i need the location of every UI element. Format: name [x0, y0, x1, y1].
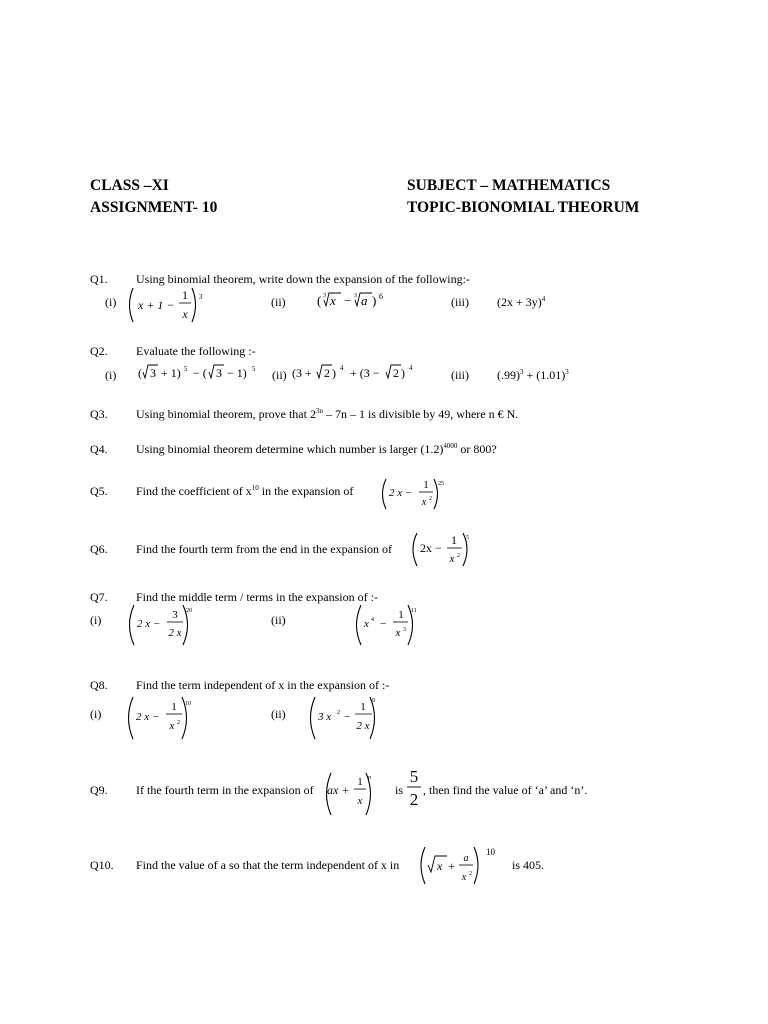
text-part: in the expansion of: [258, 484, 354, 498]
fraction-denominator: x: [169, 720, 175, 732]
q1-expr-2: [315, 288, 395, 312]
expr-lhs: 2 x −: [136, 711, 160, 723]
svg-text:− 1): − 1): [227, 366, 247, 380]
exponent: 3n: [315, 407, 323, 415]
q7-expr-1: [125, 603, 197, 651]
question-text: If the fourth term in the expansion of: [136, 783, 314, 797]
svg-text:3: 3: [150, 366, 156, 380]
question-number: Q10.: [90, 858, 114, 872]
exponent: 10: [185, 701, 191, 707]
q5-expr: [378, 476, 448, 516]
fraction-denominator: x: [395, 627, 401, 639]
minus-sign: −: [344, 711, 351, 723]
svg-text:3: 3: [323, 293, 326, 299]
question-number: Q3.: [90, 407, 108, 421]
exponent: 5: [252, 365, 256, 373]
expr-lhs: ax +: [327, 783, 350, 797]
minus-sign: −: [380, 618, 387, 630]
fraction-numerator: 1: [423, 479, 429, 491]
question-number: Q2.: [90, 344, 108, 358]
svg-text:): ): [372, 293, 377, 308]
text-part: Find the coefficient of x: [136, 484, 252, 498]
exponent: 5: [184, 365, 188, 373]
text-part: – 7n – 1 is divisible by 49, where n € N.: [322, 407, 519, 421]
exponent: 2: [337, 710, 340, 716]
fraction-numerator: 5: [409, 767, 419, 786]
question-text: Find the value of a so that the term independent of x in: [136, 858, 400, 872]
part-label: (ii): [271, 707, 286, 721]
exponent: 3: [520, 368, 524, 376]
question-text-end: , then find the value of ‘a’ and ‘n’.: [423, 783, 588, 797]
fraction-numerator: 3: [172, 609, 178, 621]
exponent: 20: [186, 608, 192, 614]
exponent: 2: [177, 720, 180, 726]
exponent: 2: [469, 871, 472, 877]
fraction-denominator: x: [449, 553, 455, 565]
question-text-end: is 405.: [512, 858, 545, 872]
expr-lhs: x + 1 −: [138, 298, 175, 312]
text-part: or 800?: [457, 442, 497, 456]
q8-expr-2: [306, 694, 382, 746]
svg-text:2: 2: [393, 366, 399, 380]
q2-expr-3: [497, 368, 569, 383]
exponent: 10: [486, 847, 495, 857]
q8-expr-1: [124, 694, 196, 746]
part-label: (i): [90, 707, 102, 721]
question-number: Q8.: [90, 678, 108, 692]
fraction-numerator: 1: [357, 776, 363, 788]
svg-text:−: −: [344, 293, 352, 308]
expr-lhs: 2x −: [420, 541, 442, 555]
svg-text:+ (3 −: + (3 −: [350, 366, 380, 380]
question-number: Q1.: [90, 272, 108, 286]
part-label: (ii): [271, 613, 286, 627]
question-number: Q5.: [90, 484, 108, 498]
fraction-numerator: 1: [398, 609, 404, 621]
question-number: Q6.: [90, 542, 108, 556]
exponent: 11: [411, 608, 417, 614]
fraction-numerator: 1: [171, 701, 177, 713]
q9-expr: [322, 770, 380, 820]
part-label: (i): [105, 295, 117, 309]
question-text: [136, 484, 353, 499]
question-number: Q9.: [90, 783, 108, 797]
class-label: CLASS –XI: [90, 177, 169, 194]
svg-text:): ): [332, 366, 336, 380]
svg-text:+ 1): + 1): [161, 366, 181, 380]
fraction-denominator: x: [182, 307, 188, 321]
svg-text:(: (: [138, 366, 142, 380]
fraction-denominator: x: [461, 872, 467, 883]
fraction-denominator: x: [357, 795, 363, 807]
question-text: Find the middle term / terms in the expansion of :-: [136, 590, 378, 604]
svg-text:2: 2: [324, 366, 330, 380]
expr-lhs: x: [364, 618, 369, 630]
part-label: (iii): [451, 368, 469, 382]
expr-term: (.99): [497, 368, 520, 382]
svg-text:3: 3: [216, 366, 222, 380]
fraction-denominator: 2: [409, 790, 419, 809]
fraction-denominator: 2 x: [356, 720, 370, 732]
expr-base: (2x + 3y): [497, 295, 542, 309]
exponent: n: [368, 775, 371, 781]
exponent: 4: [371, 617, 374, 623]
svg-text:x: x: [330, 293, 336, 308]
q1-expr-3: [497, 295, 545, 310]
topic-label: TOPIC-BIONOMIAL THEORUM: [407, 199, 640, 216]
expr-lhs: 2 x −: [137, 618, 161, 630]
exponent: 6: [379, 292, 383, 301]
exponent: 4000: [443, 442, 458, 450]
exponent: 4: [340, 364, 344, 372]
exponent: 4: [409, 364, 413, 372]
exponent: 4: [541, 295, 546, 303]
svg-text:− (: − (: [193, 366, 207, 380]
question-number: Q4.: [90, 442, 108, 456]
fraction-denominator: x: [421, 497, 427, 508]
fraction-numerator: a: [463, 853, 469, 864]
part-label: (ii): [272, 368, 287, 382]
part-label: (i): [90, 613, 102, 627]
question-text: Find the fourth term from the end in the expansion of: [136, 542, 392, 556]
exponent: 3: [199, 293, 203, 301]
exponent: 2: [429, 496, 432, 502]
exponent: 3: [403, 627, 406, 633]
text-part: Using binomial theorem determine which number is larger (1.2): [136, 442, 444, 456]
question-text: Using binomial theorem, write down the expansion of the following:-: [136, 272, 470, 286]
subject-label: SUBJECT – MATHEMATICS: [407, 177, 611, 194]
expr-lhs: 2 x −: [389, 487, 413, 499]
exponent: 9: [372, 698, 375, 704]
q6-expr: [408, 530, 478, 574]
question-text: Find the term independent of x in the expansion of :-: [136, 678, 390, 692]
radicand: x: [437, 859, 443, 873]
fraction-numerator: 1: [182, 288, 188, 302]
question-text: [136, 407, 518, 422]
is-text: is: [395, 783, 404, 797]
question-text: [136, 442, 497, 457]
text-part: Using binomial theorem, prove that 2: [136, 407, 316, 421]
exponent: 2: [457, 553, 460, 559]
q9-fraction: [406, 764, 422, 810]
q1-expr-1: [124, 286, 214, 326]
q10-expr: [417, 844, 489, 890]
question-text: Evaluate the following :-: [136, 344, 256, 358]
part-label: (i): [105, 368, 117, 382]
svg-text:a: a: [361, 293, 368, 308]
expr-lhs: 3 x: [318, 711, 332, 723]
exponent: 3: [565, 368, 569, 376]
fraction-denominator: 2 x: [168, 627, 182, 639]
assignment-label: ASSIGNMENT- 10: [90, 199, 218, 216]
fraction-numerator: 1: [360, 701, 366, 713]
q2-expr-1: [136, 360, 268, 384]
q7-expr-2: [352, 603, 424, 651]
svg-text:(3 +: (3 +: [292, 366, 312, 380]
question-number: Q7.: [90, 590, 108, 604]
plus-sign: +: [448, 859, 455, 873]
exponent: 10: [251, 484, 259, 492]
exponent: 5: [466, 535, 469, 541]
part-label: (ii): [271, 295, 286, 309]
exponent: 25: [438, 481, 444, 487]
svg-text:(: (: [317, 293, 322, 308]
expr-term: + (1.01): [523, 368, 566, 382]
q2-expr-2: [292, 360, 432, 384]
svg-text:3: 3: [354, 293, 357, 299]
part-label: (iii): [451, 295, 469, 309]
svg-text:): ): [401, 366, 405, 380]
fraction-numerator: 1: [451, 533, 457, 547]
